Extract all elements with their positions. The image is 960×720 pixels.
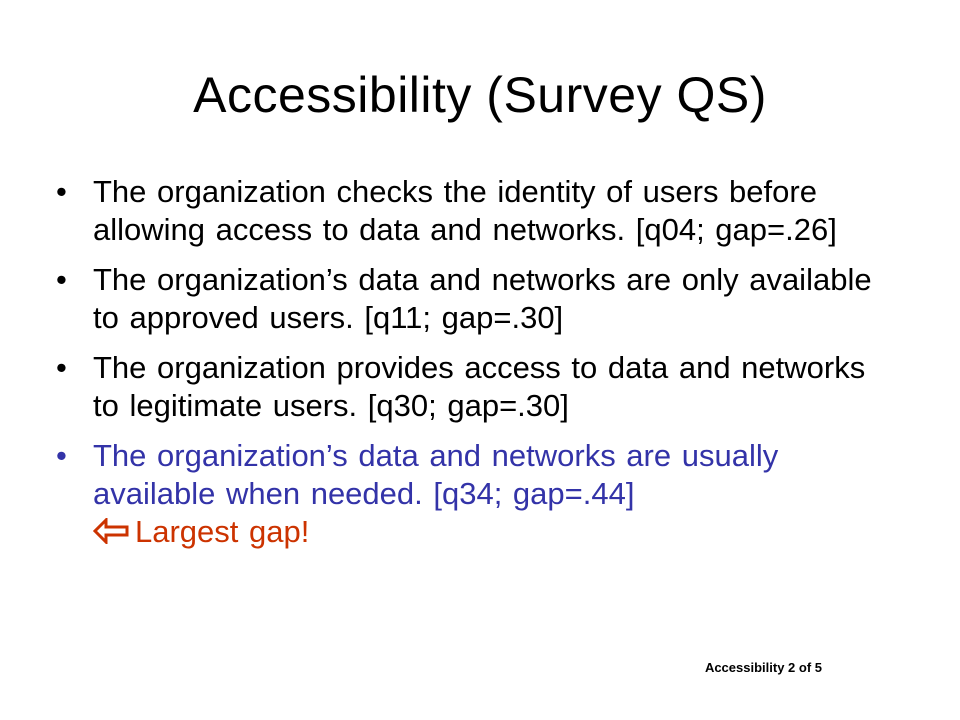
bullet-dot: •: [56, 262, 67, 297]
bullet-dot: •: [56, 438, 67, 473]
bullet-dot: •: [56, 174, 67, 209]
bullet-item: [56, 261, 886, 337]
slide-title: Accessibility (Survey QS): [193, 67, 767, 123]
bullet-item-highlighted: [56, 437, 886, 553]
bullet-text: The organization’s data and networks are usually available when needed. [q34; gap=.44]: [93, 438, 779, 511]
bullet-text: The organization’s data and networks are only available to approved users. [q11; gap=.30]: [93, 262, 872, 335]
largest-gap-callout: [93, 514, 309, 549]
bullet-text: The organization checks the identity of users before allowing access to data and networks. [q04; gap=.26]: [93, 174, 837, 247]
bullet-item: [56, 349, 886, 425]
bullet-list: [56, 173, 886, 565]
left-arrow-icon: [93, 515, 129, 553]
bullet-dot: •: [56, 350, 67, 385]
bullet-text: The organization provides access to data and networks to legitimate users. [q30; gap=.30]: [93, 350, 866, 423]
bullet-item: [56, 173, 886, 249]
callout-text: Largest gap!: [135, 514, 310, 549]
slide-footer: Accessibility 2 of 5: [704, 660, 822, 675]
